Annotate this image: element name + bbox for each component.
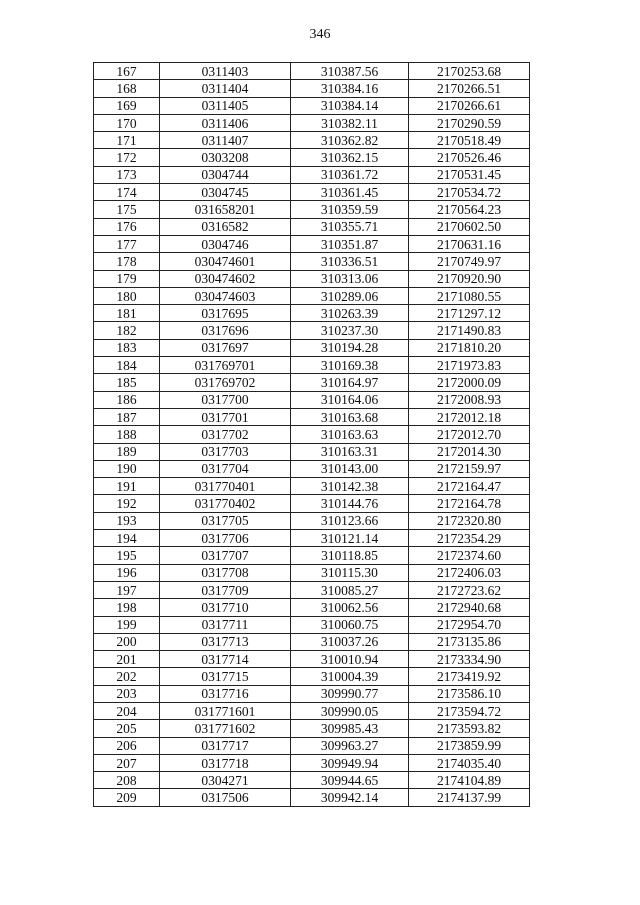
- row-number-cell: 186: [94, 391, 160, 408]
- y-coordinate-cell: 2172012.18: [409, 408, 530, 425]
- point-id-cell: 0317703: [160, 443, 291, 460]
- row-number-cell: 187: [94, 408, 160, 425]
- point-id-cell: 0317711: [160, 616, 291, 633]
- table-row: [94, 63, 530, 80]
- point-id-cell: 0317716: [160, 685, 291, 702]
- table-row: [94, 564, 530, 581]
- y-coordinate-cell: 2170631.16: [409, 235, 530, 252]
- point-id-cell: 0317713: [160, 633, 291, 650]
- point-id-cell: 0317714: [160, 651, 291, 668]
- y-coordinate-cell: 2170266.61: [409, 97, 530, 114]
- table-row: [94, 149, 530, 166]
- row-number-cell: 175: [94, 201, 160, 218]
- table-row: [94, 443, 530, 460]
- x-coordinate-cell: 310263.39: [291, 305, 409, 322]
- x-coordinate-cell: 310384.16: [291, 80, 409, 97]
- table-row: [94, 184, 530, 201]
- row-number-cell: 207: [94, 754, 160, 771]
- y-coordinate-cell: 2173334.90: [409, 651, 530, 668]
- row-number-cell: 203: [94, 685, 160, 702]
- point-id-cell: 0311405: [160, 97, 291, 114]
- table-row: [94, 322, 530, 339]
- y-coordinate-cell: 2172159.97: [409, 460, 530, 477]
- row-number-cell: 196: [94, 564, 160, 581]
- y-coordinate-cell: 2171973.83: [409, 357, 530, 374]
- row-number-cell: 185: [94, 374, 160, 391]
- x-coordinate-cell: 310163.63: [291, 426, 409, 443]
- row-number-cell: 179: [94, 270, 160, 287]
- table-row: [94, 581, 530, 598]
- point-id-cell: 0311403: [160, 63, 291, 80]
- row-number-cell: 199: [94, 616, 160, 633]
- point-id-cell: 0311406: [160, 114, 291, 131]
- y-coordinate-cell: 2172354.29: [409, 530, 530, 547]
- point-id-cell: 031770402: [160, 495, 291, 512]
- table-row: [94, 426, 530, 443]
- x-coordinate-cell: 310289.06: [291, 287, 409, 304]
- point-id-cell: 0317710: [160, 599, 291, 616]
- page-number: 346: [309, 27, 331, 42]
- x-coordinate-cell: 310313.06: [291, 270, 409, 287]
- point-id-cell: 031771602: [160, 720, 291, 737]
- row-number-cell: 169: [94, 97, 160, 114]
- y-coordinate-cell: 2170602.50: [409, 218, 530, 235]
- y-coordinate-cell: 2173135.86: [409, 633, 530, 650]
- table-row: [94, 512, 530, 529]
- point-id-cell: 0304746: [160, 235, 291, 252]
- x-coordinate-cell: 310237.30: [291, 322, 409, 339]
- point-id-cell: 0317704: [160, 460, 291, 477]
- x-coordinate-cell: 309985.43: [291, 720, 409, 737]
- table-row: [94, 253, 530, 270]
- table-row: [94, 599, 530, 616]
- point-id-cell: 0304271: [160, 772, 291, 789]
- x-coordinate-cell: 310060.75: [291, 616, 409, 633]
- row-number-cell: 190: [94, 460, 160, 477]
- point-id-cell: 030474601: [160, 253, 291, 270]
- x-coordinate-cell: 309944.65: [291, 772, 409, 789]
- y-coordinate-cell: 2173419.92: [409, 668, 530, 685]
- row-number-cell: 168: [94, 80, 160, 97]
- row-number-cell: 173: [94, 166, 160, 183]
- x-coordinate-cell: 310336.51: [291, 253, 409, 270]
- y-coordinate-cell: 2172008.93: [409, 391, 530, 408]
- row-number-cell: 182: [94, 322, 160, 339]
- y-coordinate-cell: 2171297.12: [409, 305, 530, 322]
- table-row: [94, 132, 530, 149]
- x-coordinate-cell: 310163.68: [291, 408, 409, 425]
- row-number-cell: 192: [94, 495, 160, 512]
- point-id-cell: 0317709: [160, 581, 291, 598]
- y-coordinate-cell: 2174137.99: [409, 789, 530, 806]
- row-number-cell: 206: [94, 737, 160, 754]
- row-number-cell: 191: [94, 478, 160, 495]
- table-row: [94, 460, 530, 477]
- row-number-cell: 181: [94, 305, 160, 322]
- y-coordinate-cell: 2170531.45: [409, 166, 530, 183]
- x-coordinate-cell: 310142.38: [291, 478, 409, 495]
- x-coordinate-cell: 309949.94: [291, 754, 409, 771]
- point-id-cell: 0317708: [160, 564, 291, 581]
- y-coordinate-cell: 2172940.68: [409, 599, 530, 616]
- table-row: [94, 772, 530, 789]
- table-row: [94, 789, 530, 806]
- row-number-cell: 171: [94, 132, 160, 149]
- table-row: [94, 287, 530, 304]
- point-id-cell: 0317506: [160, 789, 291, 806]
- row-number-cell: 178: [94, 253, 160, 270]
- point-id-cell: 030474602: [160, 270, 291, 287]
- row-number-cell: 183: [94, 339, 160, 356]
- y-coordinate-cell: 2170266.51: [409, 80, 530, 97]
- point-id-cell: 0317701: [160, 408, 291, 425]
- table-row: [94, 495, 530, 512]
- y-coordinate-cell: 2172723.62: [409, 581, 530, 598]
- point-id-cell: 0317705: [160, 512, 291, 529]
- point-id-cell: 0317702: [160, 426, 291, 443]
- y-coordinate-cell: 2172012.70: [409, 426, 530, 443]
- x-coordinate-cell: 310361.72: [291, 166, 409, 183]
- point-id-cell: 0304745: [160, 184, 291, 201]
- y-coordinate-cell: 2170534.72: [409, 184, 530, 201]
- x-coordinate-cell: 310115.30: [291, 564, 409, 581]
- x-coordinate-cell: 310359.59: [291, 201, 409, 218]
- y-coordinate-cell: 2174104.89: [409, 772, 530, 789]
- row-number-cell: 200: [94, 633, 160, 650]
- table-row: [94, 408, 530, 425]
- row-number-cell: 188: [94, 426, 160, 443]
- x-coordinate-cell: 310163.31: [291, 443, 409, 460]
- x-coordinate-cell: 309942.14: [291, 789, 409, 806]
- y-coordinate-cell: 2173859.99: [409, 737, 530, 754]
- table-row: [94, 235, 530, 252]
- x-coordinate-cell: 310010.94: [291, 651, 409, 668]
- x-coordinate-cell: 310351.87: [291, 235, 409, 252]
- point-id-cell: 0317696: [160, 322, 291, 339]
- x-coordinate-cell: 310004.39: [291, 668, 409, 685]
- row-number-cell: 193: [94, 512, 160, 529]
- table-row: [94, 166, 530, 183]
- y-coordinate-cell: 2172014.30: [409, 443, 530, 460]
- point-id-cell: 031770401: [160, 478, 291, 495]
- table-row: [94, 391, 530, 408]
- table-row: [94, 357, 530, 374]
- table-row: [94, 720, 530, 737]
- x-coordinate-cell: 310355.71: [291, 218, 409, 235]
- y-coordinate-cell: 2173594.72: [409, 702, 530, 719]
- y-coordinate-cell: 2172320.80: [409, 512, 530, 529]
- y-coordinate-cell: 2173586.10: [409, 685, 530, 702]
- row-number-cell: 198: [94, 599, 160, 616]
- table-row: [94, 305, 530, 322]
- table-row: [94, 547, 530, 564]
- point-id-cell: 0317695: [160, 305, 291, 322]
- point-id-cell: 031769702: [160, 374, 291, 391]
- table-row: [94, 633, 530, 650]
- row-number-cell: 197: [94, 581, 160, 598]
- table-row: [94, 80, 530, 97]
- row-number-cell: 202: [94, 668, 160, 685]
- x-coordinate-cell: 310118.85: [291, 547, 409, 564]
- table-row: [94, 270, 530, 287]
- table-row: [94, 201, 530, 218]
- row-number-cell: 209: [94, 789, 160, 806]
- table-row: [94, 530, 530, 547]
- row-number-cell: 204: [94, 702, 160, 719]
- y-coordinate-cell: 2172374.60: [409, 547, 530, 564]
- x-coordinate-cell: 310037.26: [291, 633, 409, 650]
- row-number-cell: 189: [94, 443, 160, 460]
- x-coordinate-cell: 310169.38: [291, 357, 409, 374]
- table-row: [94, 702, 530, 719]
- point-id-cell: 031769701: [160, 357, 291, 374]
- point-id-cell: 0317706: [160, 530, 291, 547]
- y-coordinate-cell: 2170564.23: [409, 201, 530, 218]
- coordinates-table-body: [94, 63, 530, 807]
- point-id-cell: 0317700: [160, 391, 291, 408]
- y-coordinate-cell: 2170518.49: [409, 132, 530, 149]
- row-number-cell: 170: [94, 114, 160, 131]
- x-coordinate-cell: 310144.76: [291, 495, 409, 512]
- table-row: [94, 114, 530, 131]
- table-row: [94, 374, 530, 391]
- row-number-cell: 184: [94, 357, 160, 374]
- y-coordinate-cell: 2170749.97: [409, 253, 530, 270]
- x-coordinate-cell: 310384.14: [291, 97, 409, 114]
- row-number-cell: 180: [94, 287, 160, 304]
- table-row: [94, 668, 530, 685]
- y-coordinate-cell: 2172164.47: [409, 478, 530, 495]
- x-coordinate-cell: 310062.56: [291, 599, 409, 616]
- x-coordinate-cell: 310085.27: [291, 581, 409, 598]
- point-id-cell: 0317715: [160, 668, 291, 685]
- y-coordinate-cell: 2170526.46: [409, 149, 530, 166]
- point-id-cell: 0303208: [160, 149, 291, 166]
- y-coordinate-cell: 2174035.40: [409, 754, 530, 771]
- x-coordinate-cell: 310387.56: [291, 63, 409, 80]
- x-coordinate-cell: 310121.14: [291, 530, 409, 547]
- point-id-cell: 0317717: [160, 737, 291, 754]
- x-coordinate-cell: 309963.27: [291, 737, 409, 754]
- table-row: [94, 478, 530, 495]
- x-coordinate-cell: 310362.15: [291, 149, 409, 166]
- row-number-cell: 172: [94, 149, 160, 166]
- y-coordinate-cell: 2170290.59: [409, 114, 530, 131]
- y-coordinate-cell: 2170920.90: [409, 270, 530, 287]
- x-coordinate-cell: 310194.28: [291, 339, 409, 356]
- row-number-cell: 177: [94, 235, 160, 252]
- y-coordinate-cell: 2173593.82: [409, 720, 530, 737]
- row-number-cell: 176: [94, 218, 160, 235]
- row-number-cell: 195: [94, 547, 160, 564]
- y-coordinate-cell: 2171490.83: [409, 322, 530, 339]
- point-id-cell: 0304744: [160, 166, 291, 183]
- x-coordinate-cell: 310362.82: [291, 132, 409, 149]
- table-row: [94, 651, 530, 668]
- y-coordinate-cell: 2171080.55: [409, 287, 530, 304]
- y-coordinate-cell: 2170253.68: [409, 63, 530, 80]
- y-coordinate-cell: 2172406.03: [409, 564, 530, 581]
- table-row: [94, 97, 530, 114]
- row-number-cell: 201: [94, 651, 160, 668]
- point-id-cell: 0311404: [160, 80, 291, 97]
- point-id-cell: 0317697: [160, 339, 291, 356]
- row-number-cell: 174: [94, 184, 160, 201]
- table-row: [94, 339, 530, 356]
- point-id-cell: 0311407: [160, 132, 291, 149]
- row-number-cell: 194: [94, 530, 160, 547]
- table-row: [94, 685, 530, 702]
- y-coordinate-cell: 2172954.70: [409, 616, 530, 633]
- x-coordinate-cell: 310164.06: [291, 391, 409, 408]
- point-id-cell: 030474603: [160, 287, 291, 304]
- table-row: [94, 616, 530, 633]
- x-coordinate-cell: 310361.45: [291, 184, 409, 201]
- table-row: [94, 754, 530, 771]
- y-coordinate-cell: 2172164.78: [409, 495, 530, 512]
- y-coordinate-cell: 2172000.09: [409, 374, 530, 391]
- point-id-cell: 0317718: [160, 754, 291, 771]
- x-coordinate-cell: 309990.05: [291, 702, 409, 719]
- point-id-cell: 031771601: [160, 702, 291, 719]
- x-coordinate-cell: 310143.00: [291, 460, 409, 477]
- x-coordinate-cell: 310164.97: [291, 374, 409, 391]
- point-id-cell: 031658201: [160, 201, 291, 218]
- row-number-cell: 167: [94, 63, 160, 80]
- x-coordinate-cell: 309990.77: [291, 685, 409, 702]
- point-id-cell: 0316582: [160, 218, 291, 235]
- x-coordinate-cell: 310123.66: [291, 512, 409, 529]
- table-row: [94, 737, 530, 754]
- table-row: [94, 218, 530, 235]
- coordinates-table: [93, 62, 530, 807]
- x-coordinate-cell: 310382.11: [291, 114, 409, 131]
- row-number-cell: 205: [94, 720, 160, 737]
- point-id-cell: 0317707: [160, 547, 291, 564]
- y-coordinate-cell: 2171810.20: [409, 339, 530, 356]
- row-number-cell: 208: [94, 772, 160, 789]
